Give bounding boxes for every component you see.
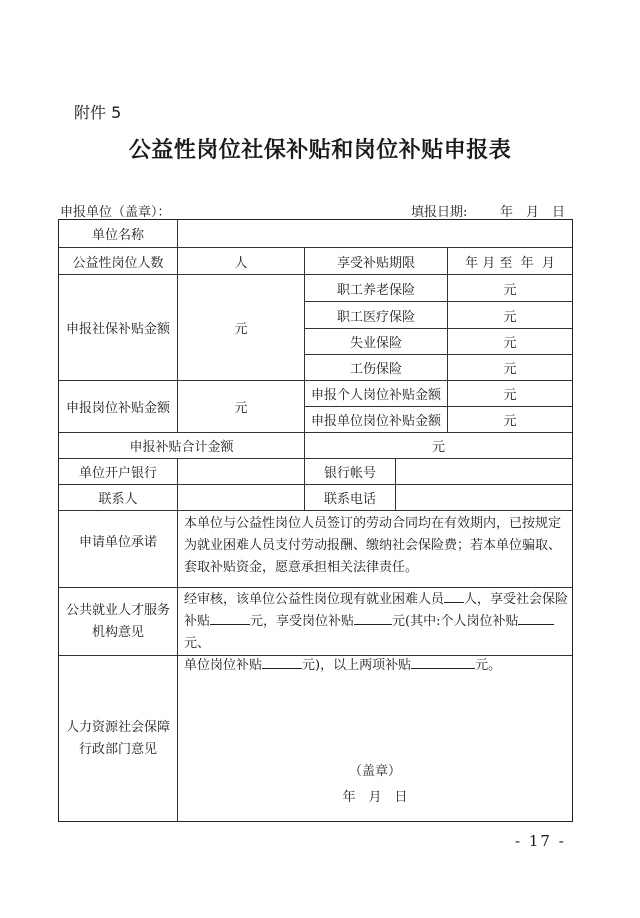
hr-label-line2: 行政部门意见 xyxy=(78,741,157,757)
attachment-label: 附件 5 xyxy=(74,103,122,122)
total-subsidy-label: 申报补贴合计金额 xyxy=(58,432,305,459)
date-month: 月 xyxy=(526,205,540,220)
agency-text-5: 元(其中:个人岗位补贴 xyxy=(392,614,519,629)
social-subsidy-blank[interactable] xyxy=(210,611,250,625)
agency-text-3: 补贴 xyxy=(184,614,211,629)
agency-label-line2: 机构意见 xyxy=(91,624,144,640)
agency-text-7: 单位岗位补贴 xyxy=(184,658,263,673)
post-subsidy-total-field[interactable]: 元 xyxy=(177,380,305,433)
social-insurance-total-field[interactable]: 元 xyxy=(177,274,305,381)
unemployment-insurance-field[interactable]: 元 xyxy=(447,328,573,355)
unit-name-label: 单位名称 xyxy=(58,219,178,248)
phone-field[interactable] xyxy=(395,484,573,511)
post-subsidy-label: 申报岗位补贴金额 xyxy=(58,380,178,433)
agency-text-2: 人，享受社会保险 xyxy=(464,592,569,607)
pension-insurance-label: 职工养老保险 xyxy=(304,274,448,302)
staff-count-blank[interactable] xyxy=(444,589,464,603)
applicant-label: 申报单位（盖章）： xyxy=(60,205,171,220)
agency-label-line1: 公共就业人才服务 xyxy=(65,602,170,618)
pension-insurance-field[interactable]: 元 xyxy=(447,274,573,302)
date-year: 年 xyxy=(500,205,514,220)
bank-field[interactable] xyxy=(177,458,305,485)
unit-name-field[interactable] xyxy=(177,219,573,248)
account-field[interactable] xyxy=(395,458,573,485)
contact-label: 联系人 xyxy=(58,484,178,511)
agency-opinion-label xyxy=(58,587,178,656)
unemployment-insurance-label: 失业保险 xyxy=(304,328,448,355)
injury-insurance-label: 工伤保险 xyxy=(304,354,448,381)
account-label: 银行帐号 xyxy=(304,458,396,485)
contact-field[interactable] xyxy=(177,484,305,511)
staff-count-field[interactable]: 人 xyxy=(177,247,305,275)
commitment-label: 申请单位承诺 xyxy=(58,510,178,588)
date-label: 填报日期: xyxy=(411,205,468,220)
commitment-text: 本单位与公益性岗位人员签订的劳动合同均在有效期内，已按规定为就业困难人员支付劳动报酬、缴纳社会保险费；若本单位骗取、套取补贴资金，愿意承担相关法律责任。 xyxy=(184,516,562,575)
individual-subsidy-blank[interactable] xyxy=(518,611,554,625)
agency-text-6: 元、 xyxy=(184,636,211,651)
agency-text-8: 元)，以上两项补贴 xyxy=(302,658,412,673)
staff-count-label: 公益性岗位人数 xyxy=(58,247,178,275)
hr-label-line1: 人力资源社会保障 xyxy=(65,719,170,735)
agency-text-4: 元，享受岗位补贴 xyxy=(250,614,355,629)
individual-post-subsidy-field[interactable]: 元 xyxy=(447,380,573,407)
total-subsidy-field[interactable]: 元 xyxy=(304,432,573,459)
date-day: 日 xyxy=(552,205,566,220)
agency-text-1: 经审核，该单位公益性岗位现有就业困难人员 xyxy=(184,592,445,607)
injury-insurance-field[interactable]: 元 xyxy=(447,354,573,381)
phone-label: 联系电话 xyxy=(304,484,396,511)
seal-date: 年 月 日 xyxy=(342,790,408,805)
medical-insurance-label: 职工医疗保险 xyxy=(304,301,448,329)
form-title: 公益性岗位社保补贴和岗位补贴申报表 xyxy=(128,137,512,163)
social-insurance-label: 申报社保补贴金额 xyxy=(58,274,178,381)
bank-label: 单位开户银行 xyxy=(58,458,178,485)
unit-post-subsidy-field[interactable]: 元 xyxy=(447,406,573,433)
unit-post-subsidy-label: 申报单位岗位补贴金额 xyxy=(304,406,448,433)
period-label: 享受补贴期限 xyxy=(304,247,448,275)
individual-post-subsidy-label: 申报个人岗位补贴金额 xyxy=(304,380,448,407)
hr-opinion-label xyxy=(58,655,178,822)
seal-label: （盖章） xyxy=(348,764,401,779)
post-subsidy-blank[interactable] xyxy=(354,611,392,625)
period-field[interactable]: 年 月 至 年 月 xyxy=(447,247,573,275)
page-number: - 17 - xyxy=(515,832,566,850)
agency-text-9: 元。 xyxy=(475,658,502,673)
medical-insurance-field[interactable]: 元 xyxy=(447,301,573,329)
